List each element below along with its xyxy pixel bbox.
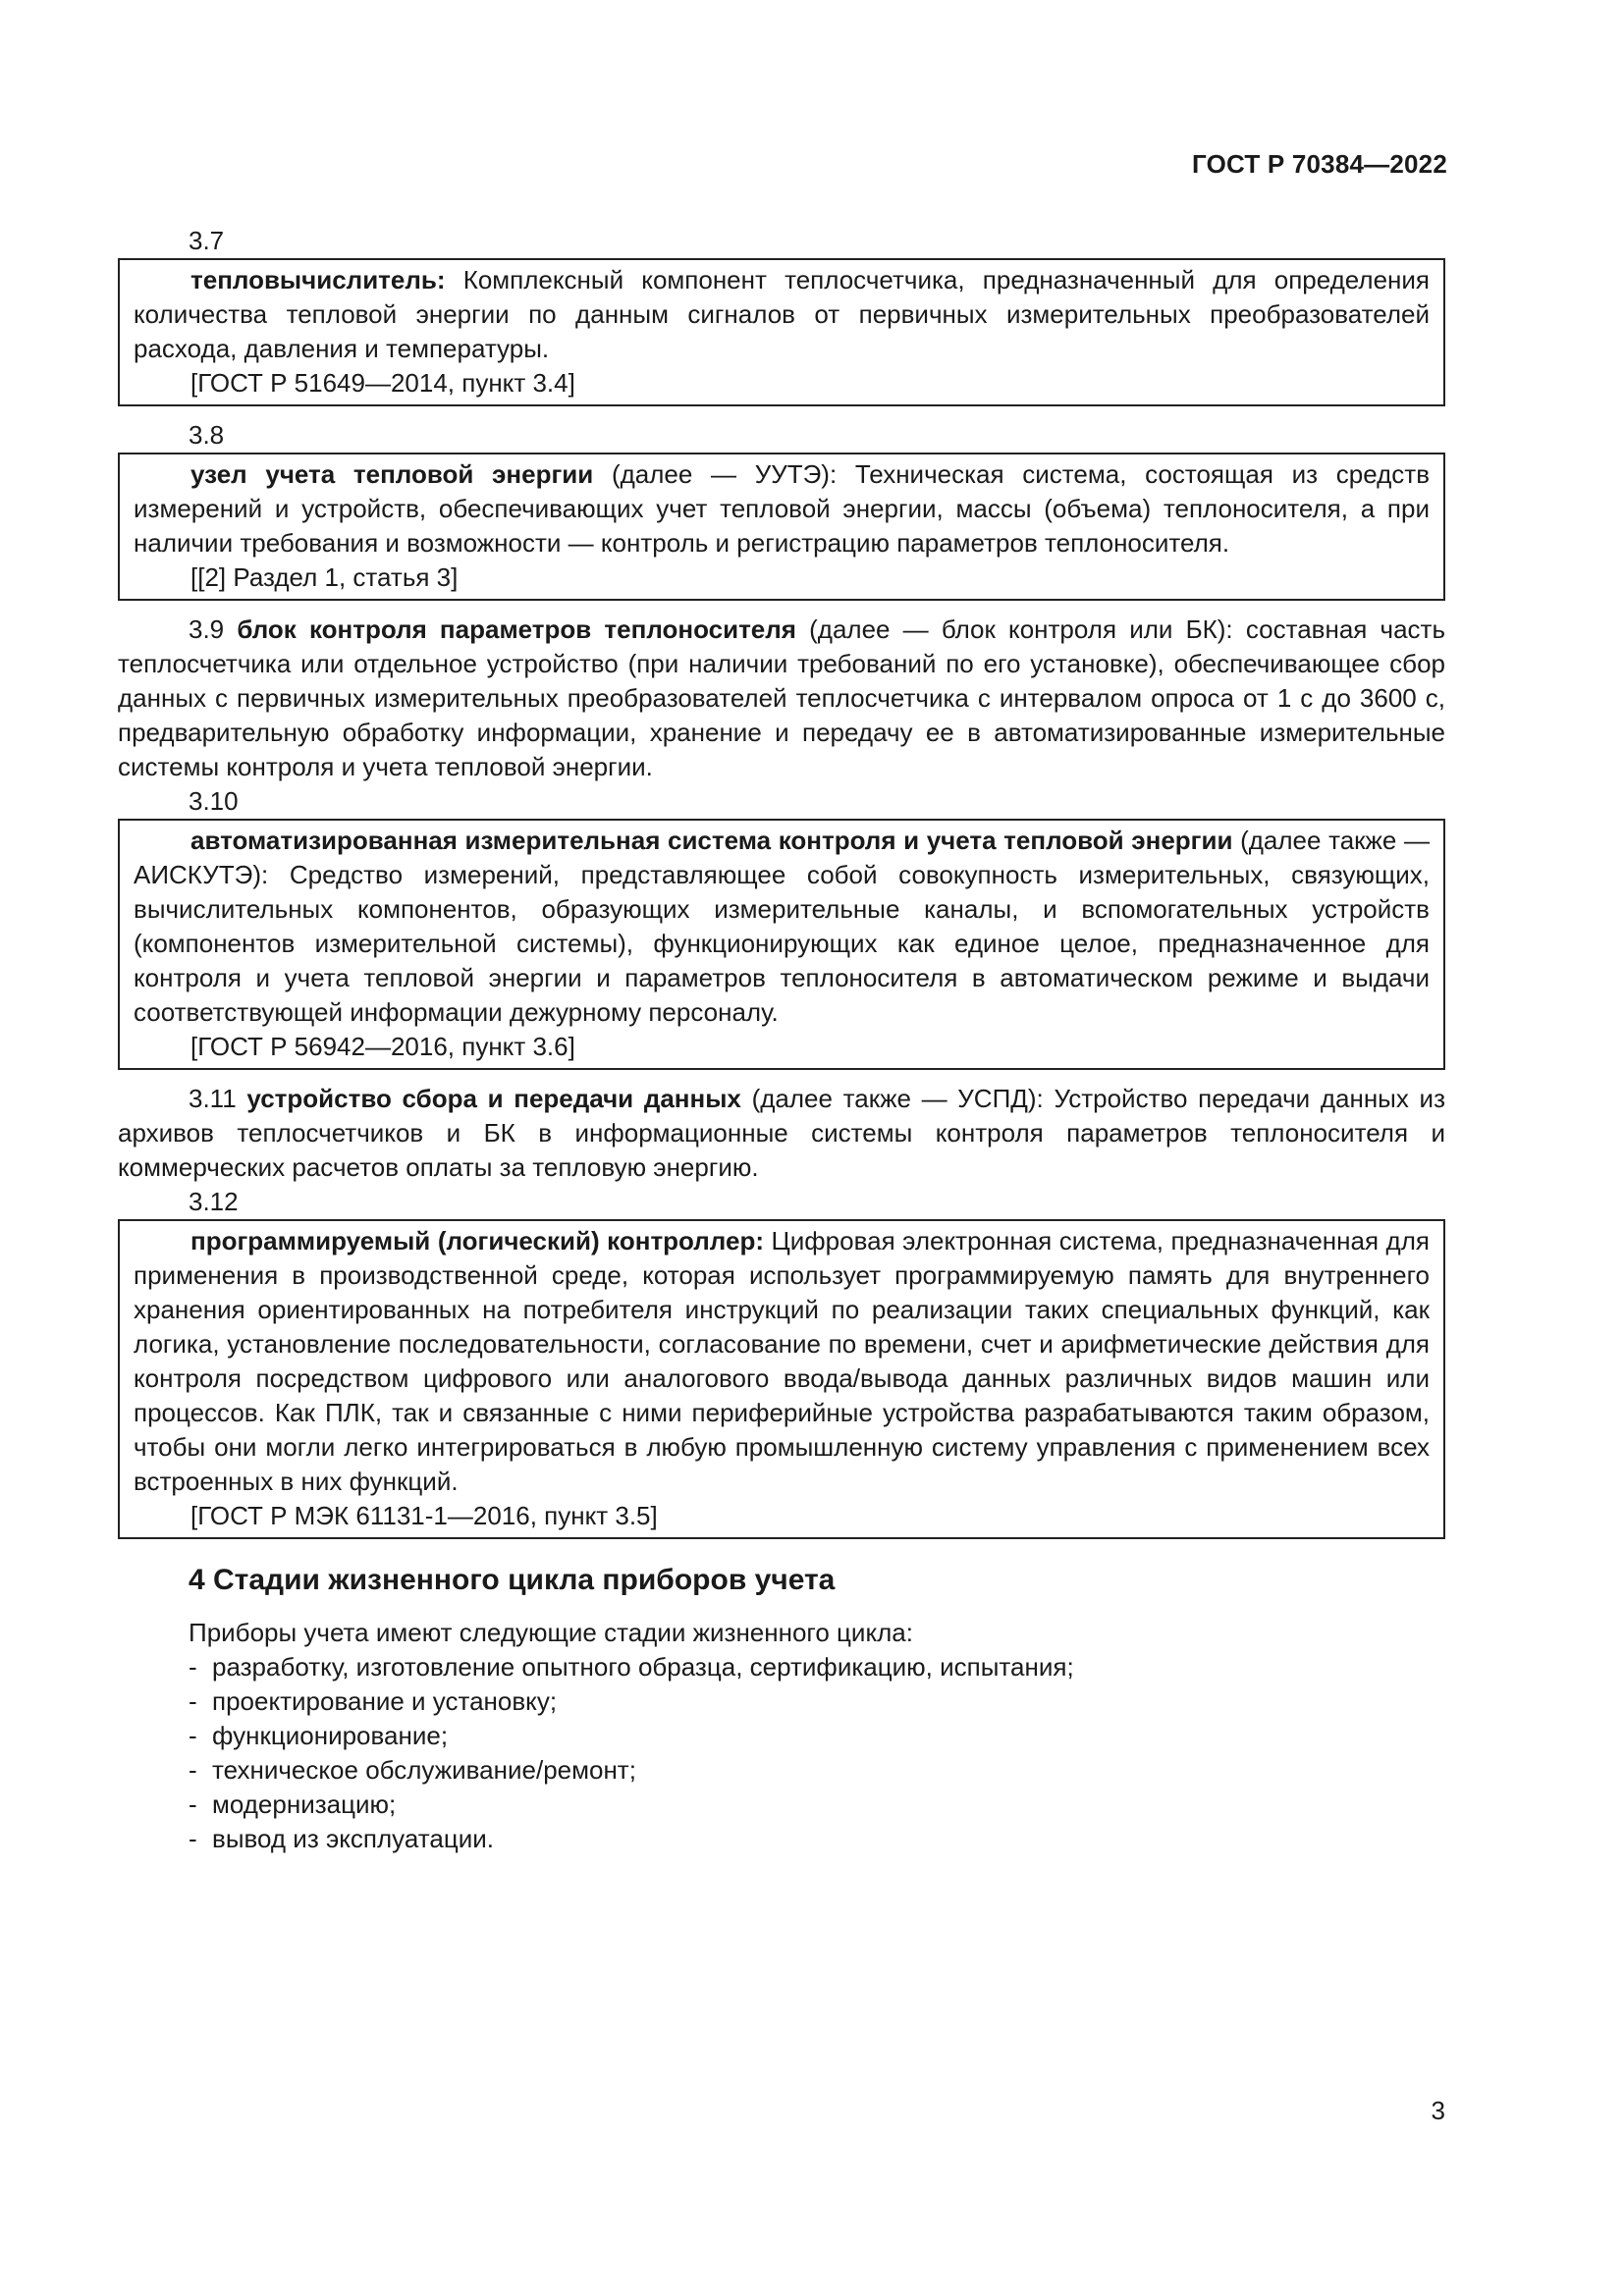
lifecycle-list [118, 1650, 1445, 1856]
term-box-3-10 [118, 819, 1445, 1070]
term-source: [ГОСТ Р 56942—2016, пункт 3.6] [190, 1032, 575, 1061]
list-item [189, 1788, 1445, 1822]
term-name: программируемый (логический) контроллер: [190, 1226, 764, 1255]
paragraph-text: (далее также — УСПД): Устройство передачи данных из архивов теплосчетчиков и БК в информационные системы контроля параметров теплоносителя и коммерческих расчетов оплаты за тепловую энергию. [118, 1084, 1445, 1182]
term-suffix: (далее также — АИСКУТЭ): [134, 826, 1430, 889]
term-name: устройство сбора и передачи данных [246, 1084, 741, 1113]
term-source: [[2] Раздел 1, статья 3] [190, 562, 459, 592]
term-number-3-8: 3.8 [189, 420, 225, 450]
term-text: Цифровая электронная система, предназначенная для применения в производственной среде, которая использует программируемую память для внутреннего хранения ориентированных на потребителя инструкций по реализации таких специальных функций, как логика, установление последовательности, согласование по времени, счет и арифметические действия для контроля посредством цифрового или аналогового ввода/вывода данных различных видов машин или процессов. Как ПЛК, так и связанные с ними периферийные устройства разрабатываются таким образом, чтобы они могли легко интегрироваться в любую промышленную систему управления с применением всех встроенных в них функций. [134, 1226, 1430, 1496]
term-text: Средство измерений, представляющее собой совокупность измерительных, связующих, вычислительных компонентов, образующих измерительные каналы, и вспомогательных устройств (компонентов измерительной системы), функционирующих как единое целое, предназначенное для контроля и учета тепловой энергии и параметров теплоносителя в автоматическом режиме и выдачи соответствующей информации дежурному персоналу. [134, 860, 1430, 1027]
term-name: автоматизированная измерительная система контроля и учета тепловой энергии [190, 826, 1233, 855]
list-item-text: функционирование; [212, 1721, 449, 1750]
list-item-text: техническое обслуживание/ремонт; [212, 1755, 636, 1785]
list-dash: - [189, 1686, 197, 1716]
list-dash: - [189, 1789, 197, 1819]
paragraph-3-9 [118, 613, 1445, 784]
list-item [189, 1719, 1445, 1753]
paragraph-number: 3.9 [189, 614, 225, 644]
paragraph-number: 3.11 [189, 1084, 237, 1113]
term-suffix: (далее — УУТЭ): [593, 459, 838, 489]
page-content [118, 224, 1445, 1856]
term-box-3-12 [118, 1219, 1445, 1539]
list-item-text: проектирование и установку; [212, 1686, 558, 1716]
term-number-3-12: 3.12 [189, 1187, 239, 1216]
list-item [189, 1650, 1445, 1684]
list-item-text: разработку, изготовление опытного образца, сертификацию, испытания; [212, 1652, 1074, 1682]
term-definition [134, 824, 1430, 1030]
list-item-text: модернизацию; [212, 1789, 397, 1819]
standard-number-header: ГОСТ Р 70384—2022 [1192, 149, 1447, 179]
term-number-3-7: 3.7 [189, 226, 225, 255]
term-text: Комплексный компонент теплосчетчика, предназначенный для определения количества тепловой энергии по данным сигналов от первичных измерительных преобразователей расхода, давления и температуры. [134, 265, 1430, 363]
list-dash: - [189, 1755, 197, 1785]
term-name: узел учета тепловой энергии [190, 459, 594, 489]
term-box-3-8 [118, 453, 1445, 601]
term-number-3-10: 3.10 [189, 786, 239, 816]
term-name: тепловычислитель: [190, 265, 446, 294]
term-source: [ГОСТ Р 51649—2014, пункт 3.4] [190, 368, 575, 398]
list-item [189, 1684, 1445, 1719]
term-source: [ГОСТ Р МЭК 61131-1—2016, пункт 3.5] [190, 1501, 658, 1530]
section-intro: Приборы учета имеют следующие стадии жизненного цикла: [189, 1618, 913, 1647]
list-dash: - [189, 1721, 197, 1750]
list-dash: - [189, 1652, 197, 1682]
term-text: Техническая система, состоящая из средств измерений и устройств, обеспечивающих учет тепловой энергии, массы (объема) теплоносителя, а при наличии требования и возможности — контроль и регистрацию параметров теплоносителя. [134, 459, 1431, 558]
term-box-3-7 [118, 258, 1445, 406]
list-dash: - [189, 1824, 197, 1853]
page-number: 3 [1431, 2096, 1445, 2125]
paragraph-text: (далее — блок контроля или БК): составная часть теплосчетчика или отдельное устройство (при наличии требований по его установке), обеспечивающее сбор данных с первичных измерительных преобразователей теплосчетчика с интервалом опроса от 1 с до 3600 с, предварительную обработку информации, хранение и передачу ее в автоматизированные измерительные системы контроля и учета тепловой энергии. [118, 614, 1445, 781]
list-item-text: вывод из эксплуатации. [212, 1824, 494, 1853]
term-definition [134, 1224, 1430, 1499]
section-heading: 4 Стадии жизненного цикла приборов учета [189, 1564, 836, 1596]
term-name: блок контроля параметров теплоносителя [237, 614, 796, 644]
term-definition [134, 457, 1430, 561]
term-definition [134, 263, 1430, 366]
paragraph-3-11 [118, 1082, 1445, 1185]
list-item [189, 1753, 1445, 1788]
list-item [189, 1822, 1445, 1856]
